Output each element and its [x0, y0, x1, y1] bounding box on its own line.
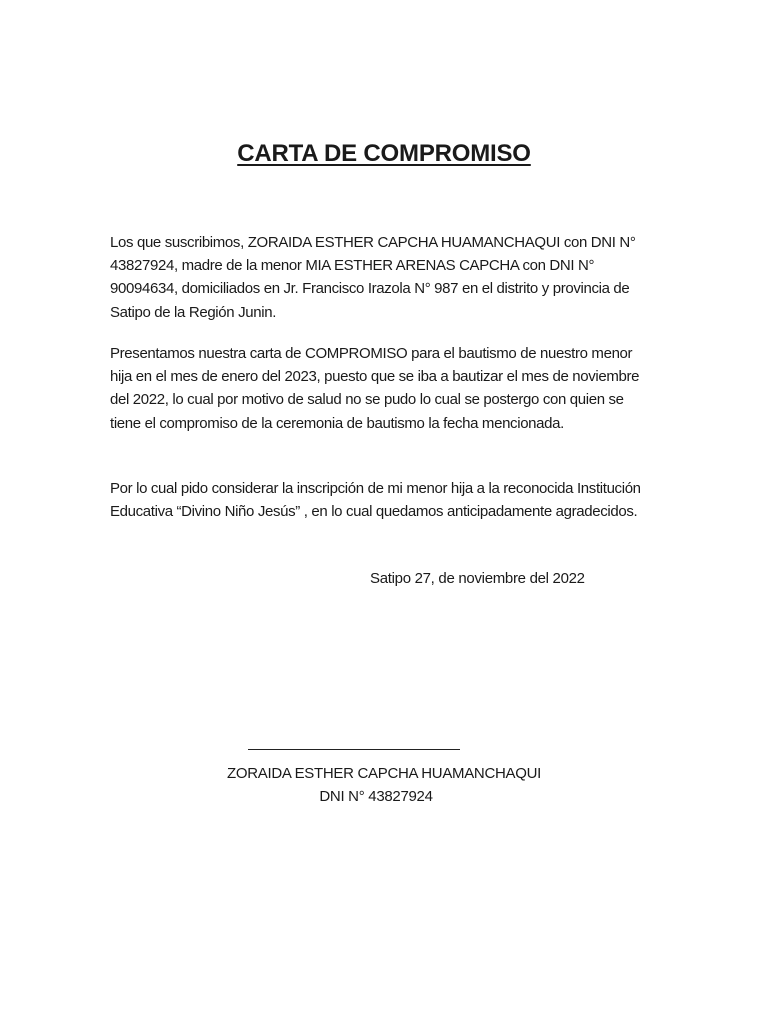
paragraph-text: Presentamos nuestra carta de COMPROMISO para el bautismo de nuestro menor hija en el mes de enero del 2023, puesto que se iba a bautizar el mes de noviembre del 2022, lo cual por motivo de salud no se pudo lo cual se postergo con quien se tiene el compromiso de la ceremonia de bautismo la fecha mencionada. [110, 345, 640, 432]
document-title: CARTA DE COMPROMISO [237, 140, 531, 167]
signature-line [248, 749, 460, 750]
paragraph-commitment [110, 342, 650, 435]
date-line: Satipo 27, de noviembre del 2022 [370, 570, 585, 587]
signature-name: ZORAIDA ESTHER CAPCHA HUAMANCHAQUI [226, 765, 541, 782]
paragraph-text: Por lo cual pido considerar la inscripción de mi menor hija a la reconocida Institución Educativa “Divino Niño Jesús” , en lo cual quedamos anticipadamente agradecidos. [110, 480, 641, 521]
signature-dni: DNI N° 43827924 [319, 788, 433, 805]
paragraph-request [110, 477, 650, 523]
paragraph-text: Los que suscribimos, ZORAIDA ESTHER CAPCHA HUAMANCHAQUI con DNI N° 43827924, madre de la menor MIA ESTHER ARENAS CAPCHA con DNI N° 90094634, domiciliados en Jr. Francisco Irazola N° 987 en el distrito y provincia de Satipo de la Región Junin. [110, 234, 636, 321]
paragraph-subscribers [110, 231, 650, 324]
